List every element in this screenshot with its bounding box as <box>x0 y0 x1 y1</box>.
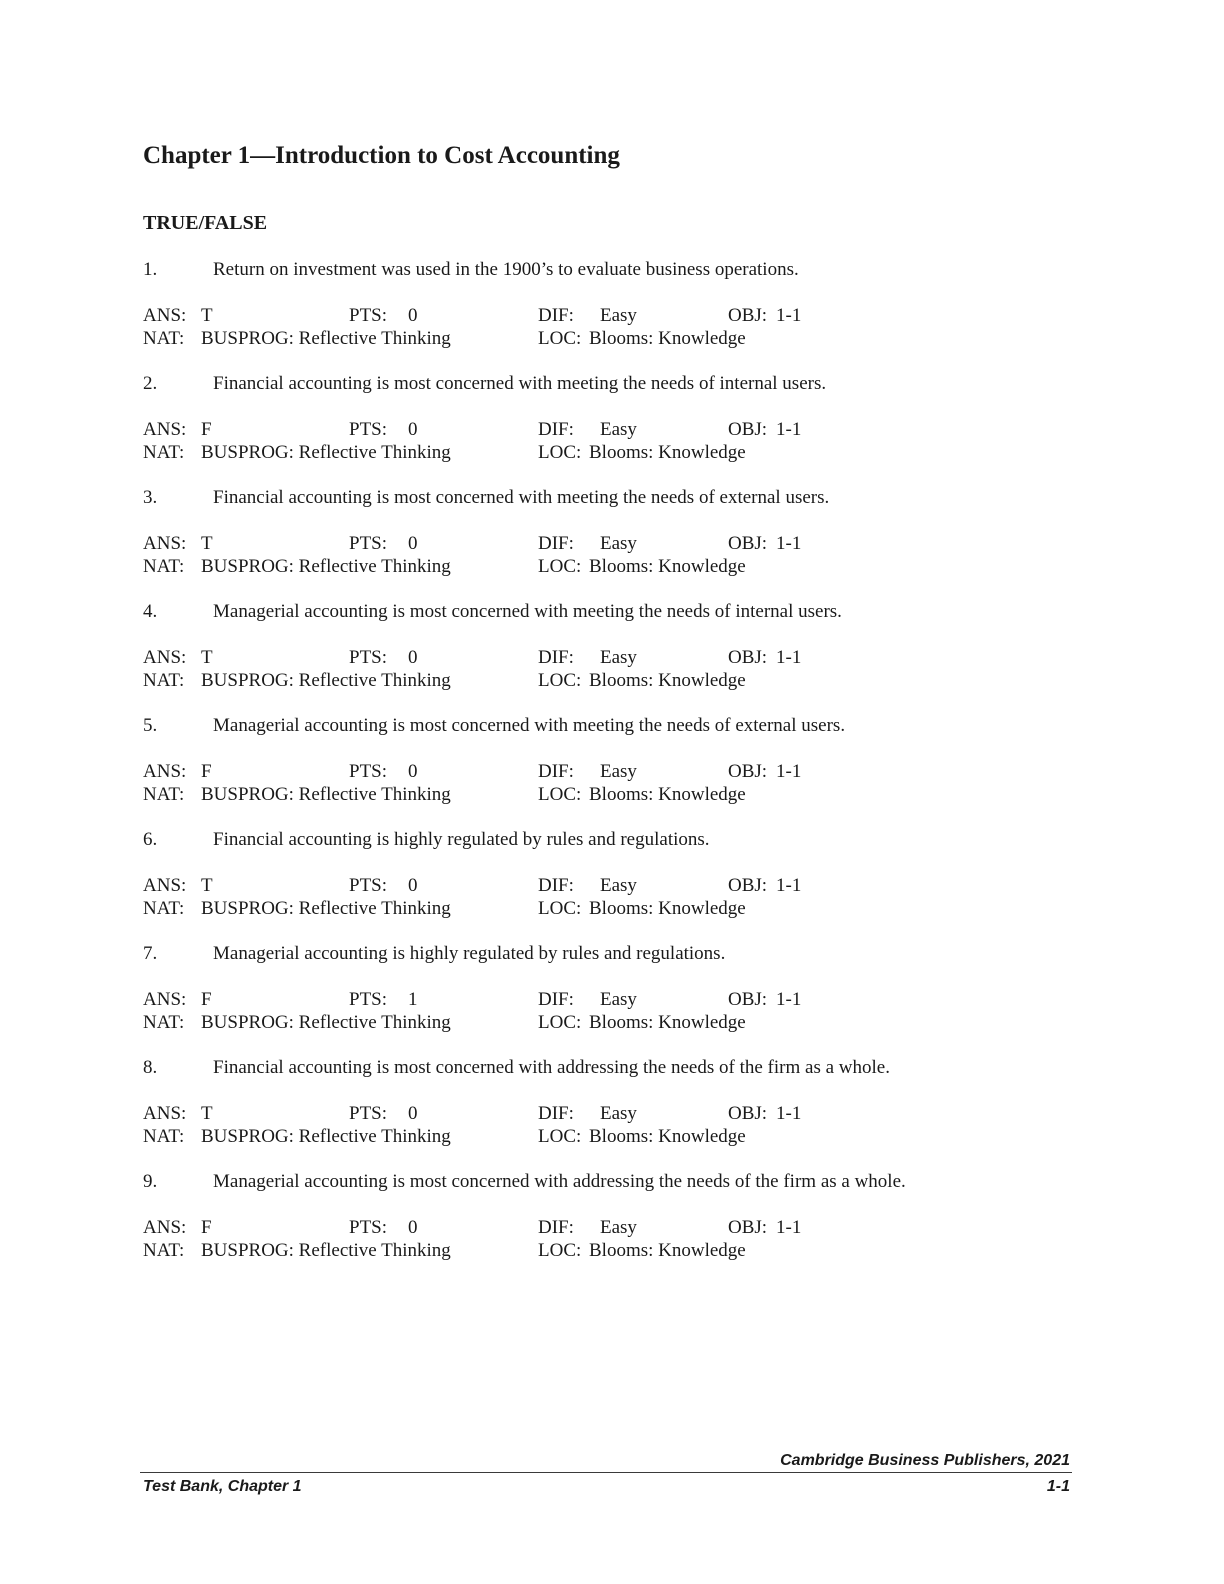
standards-meta-row <box>143 897 1043 921</box>
ans-value: F <box>201 1217 212 1238</box>
question-number: 5. <box>143 715 158 736</box>
ans-label: ANS: <box>143 647 187 668</box>
footer-book-title: Test Bank, Chapter 1 <box>143 1478 302 1495</box>
dif-value: Easy <box>600 989 637 1010</box>
obj-value: 1-1 <box>776 761 802 782</box>
loc-value: Blooms: Knowledge <box>589 784 746 805</box>
answer-meta-row <box>143 532 1043 556</box>
pts-label: PTS: <box>349 533 388 554</box>
question-list <box>143 258 1103 1284</box>
pts-label: PTS: <box>349 419 388 440</box>
ans-label: ANS: <box>143 1103 187 1124</box>
obj-value: 1-1 <box>776 875 802 896</box>
ans-label: ANS: <box>143 1217 187 1238</box>
ans-value: T <box>201 647 213 668</box>
pts-label: PTS: <box>349 989 388 1010</box>
question-item <box>143 600 1103 714</box>
pts-value: 0 <box>408 647 418 668</box>
standards-meta-row <box>143 1239 1043 1263</box>
dif-label: DIF: <box>538 875 574 896</box>
question-item <box>143 258 1103 372</box>
question-number: 3. <box>143 487 158 508</box>
pts-label: PTS: <box>349 305 388 326</box>
pts-value: 0 <box>408 419 418 440</box>
obj-label: OBJ: <box>728 1217 768 1238</box>
question-text: Managerial accounting is most concerned with addressing the needs of the firm as a whole. <box>213 1171 906 1192</box>
question-number: 9. <box>143 1171 158 1192</box>
question-item <box>143 486 1103 600</box>
dif-label: DIF: <box>538 533 574 554</box>
ans-value: T <box>201 533 213 554</box>
ans-label: ANS: <box>143 875 187 896</box>
nat-label: NAT: <box>143 784 185 805</box>
ans-value: T <box>201 875 213 896</box>
nat-label: NAT: <box>143 898 185 919</box>
nat-label: NAT: <box>143 556 185 577</box>
dif-value: Easy <box>600 1217 637 1238</box>
pts-label: PTS: <box>349 1217 388 1238</box>
dif-label: DIF: <box>538 647 574 668</box>
pts-value: 1 <box>408 989 418 1010</box>
dif-label: DIF: <box>538 1103 574 1124</box>
footer-publisher: Cambridge Business Publishers, 2021 <box>780 1452 1070 1469</box>
standards-meta-row <box>143 441 1043 465</box>
nat-label: NAT: <box>143 442 185 463</box>
nat-value: BUSPROG: Reflective Thinking <box>201 328 451 349</box>
question-text: Financial accounting is most concerned with addressing the needs of the firm as a whole. <box>213 1057 890 1078</box>
standards-meta-row <box>143 555 1043 579</box>
nat-label: NAT: <box>143 1240 185 1261</box>
answer-meta-row <box>143 646 1043 670</box>
question-text: Managerial accounting is most concerned with meeting the needs of internal users. <box>213 601 842 622</box>
dif-label: DIF: <box>538 305 574 326</box>
ans-label: ANS: <box>143 989 187 1010</box>
standards-meta-row <box>143 327 1043 351</box>
pts-value: 0 <box>408 533 418 554</box>
obj-value: 1-1 <box>776 647 802 668</box>
pts-label: PTS: <box>349 1103 388 1124</box>
standards-meta-row <box>143 783 1043 807</box>
nat-label: NAT: <box>143 670 185 691</box>
loc-value: Blooms: Knowledge <box>589 442 746 463</box>
ans-value: T <box>201 305 213 326</box>
obj-label: OBJ: <box>728 1103 768 1124</box>
pts-value: 0 <box>408 305 418 326</box>
loc-label: LOC: <box>538 670 582 691</box>
standards-meta-row <box>143 1125 1043 1149</box>
nat-label: NAT: <box>143 1012 185 1033</box>
dif-label: DIF: <box>538 1217 574 1238</box>
answer-meta-row <box>143 760 1043 784</box>
standards-meta-row <box>143 669 1043 693</box>
loc-value: Blooms: Knowledge <box>589 1012 746 1033</box>
nat-value: BUSPROG: Reflective Thinking <box>201 670 451 691</box>
pts-label: PTS: <box>349 761 388 782</box>
loc-value: Blooms: Knowledge <box>589 898 746 919</box>
question-number: 7. <box>143 943 158 964</box>
footer-page-number: 1-1 <box>1046 1478 1070 1495</box>
nat-value: BUSPROG: Reflective Thinking <box>201 1126 451 1147</box>
nat-value: BUSPROG: Reflective Thinking <box>201 556 451 577</box>
dif-value: Easy <box>600 419 637 440</box>
obj-label: OBJ: <box>728 761 768 782</box>
loc-label: LOC: <box>538 442 582 463</box>
obj-value: 1-1 <box>776 419 802 440</box>
nat-value: BUSPROG: Reflective Thinking <box>201 898 451 919</box>
question-item <box>143 372 1103 486</box>
dif-value: Easy <box>600 875 637 896</box>
question-text: Managerial accounting is most concerned with meeting the needs of external users. <box>213 715 846 736</box>
dif-label: DIF: <box>538 419 574 440</box>
pts-value: 0 <box>408 1217 418 1238</box>
nat-value: BUSPROG: Reflective Thinking <box>201 784 451 805</box>
nat-label: NAT: <box>143 328 185 349</box>
loc-label: LOC: <box>538 328 582 349</box>
obj-label: OBJ: <box>728 533 768 554</box>
pts-label: PTS: <box>349 647 388 668</box>
loc-value: Blooms: Knowledge <box>589 1240 746 1261</box>
question-item <box>143 828 1103 942</box>
question-number: 4. <box>143 601 158 622</box>
question-text: Return on investment was used in the 1900’s to evaluate business operations. <box>213 259 799 280</box>
question-number: 2. <box>143 373 158 394</box>
page-title: Chapter 1—Introduction to Cost Accounting <box>143 142 620 169</box>
loc-value: Blooms: Knowledge <box>589 1126 746 1147</box>
loc-label: LOC: <box>538 1126 582 1147</box>
ans-value: F <box>201 989 212 1010</box>
nat-value: BUSPROG: Reflective Thinking <box>201 1012 451 1033</box>
ans-label: ANS: <box>143 761 187 782</box>
loc-label: LOC: <box>538 556 582 577</box>
question-text: Financial accounting is most concerned with meeting the needs of internal users. <box>213 373 827 394</box>
answer-meta-row <box>143 418 1043 442</box>
obj-label: OBJ: <box>728 875 768 896</box>
footer-divider <box>140 1472 1072 1473</box>
standards-meta-row <box>143 1011 1043 1035</box>
ans-label: ANS: <box>143 533 187 554</box>
answer-meta-row <box>143 988 1043 1012</box>
question-number: 6. <box>143 829 158 850</box>
question-item <box>143 1056 1103 1170</box>
obj-value: 1-1 <box>776 533 802 554</box>
ans-label: ANS: <box>143 305 187 326</box>
question-item <box>143 714 1103 828</box>
question-text: Managerial accounting is highly regulated by rules and regulations. <box>213 943 726 964</box>
loc-value: Blooms: Knowledge <box>589 670 746 691</box>
dif-value: Easy <box>600 533 637 554</box>
question-item <box>143 942 1103 1056</box>
loc-value: Blooms: Knowledge <box>589 556 746 577</box>
question-number: 8. <box>143 1057 158 1078</box>
dif-value: Easy <box>600 761 637 782</box>
answer-meta-row <box>143 1216 1043 1240</box>
obj-label: OBJ: <box>728 647 768 668</box>
dif-value: Easy <box>600 647 637 668</box>
obj-label: OBJ: <box>728 989 768 1010</box>
dif-label: DIF: <box>538 761 574 782</box>
obj-value: 1-1 <box>776 989 802 1010</box>
loc-label: LOC: <box>538 784 582 805</box>
question-text: Financial accounting is highly regulated by rules and regulations. <box>213 829 710 850</box>
question-text: Financial accounting is most concerned with meeting the needs of external users. <box>213 487 830 508</box>
obj-value: 1-1 <box>776 305 802 326</box>
ans-value: F <box>201 419 212 440</box>
dif-value: Easy <box>600 305 637 326</box>
loc-label: LOC: <box>538 1012 582 1033</box>
ans-value: F <box>201 761 212 782</box>
pts-label: PTS: <box>349 875 388 896</box>
ans-label: ANS: <box>143 419 187 440</box>
nat-value: BUSPROG: Reflective Thinking <box>201 442 451 463</box>
nat-value: BUSPROG: Reflective Thinking <box>201 1240 451 1261</box>
obj-value: 1-1 <box>776 1103 802 1124</box>
loc-value: Blooms: Knowledge <box>589 328 746 349</box>
nat-label: NAT: <box>143 1126 185 1147</box>
answer-meta-row <box>143 304 1043 328</box>
pts-value: 0 <box>408 875 418 896</box>
dif-value: Easy <box>600 1103 637 1124</box>
answer-meta-row <box>143 874 1043 898</box>
answer-meta-row <box>143 1102 1043 1126</box>
obj-label: OBJ: <box>728 419 768 440</box>
question-item <box>143 1170 1103 1284</box>
obj-label: OBJ: <box>728 305 768 326</box>
section-heading: TRUE/FALSE <box>143 212 268 234</box>
ans-value: T <box>201 1103 213 1124</box>
pts-value: 0 <box>408 761 418 782</box>
loc-label: LOC: <box>538 898 582 919</box>
loc-label: LOC: <box>538 1240 582 1261</box>
question-number: 1. <box>143 259 158 280</box>
dif-label: DIF: <box>538 989 574 1010</box>
obj-value: 1-1 <box>776 1217 802 1238</box>
pts-value: 0 <box>408 1103 418 1124</box>
